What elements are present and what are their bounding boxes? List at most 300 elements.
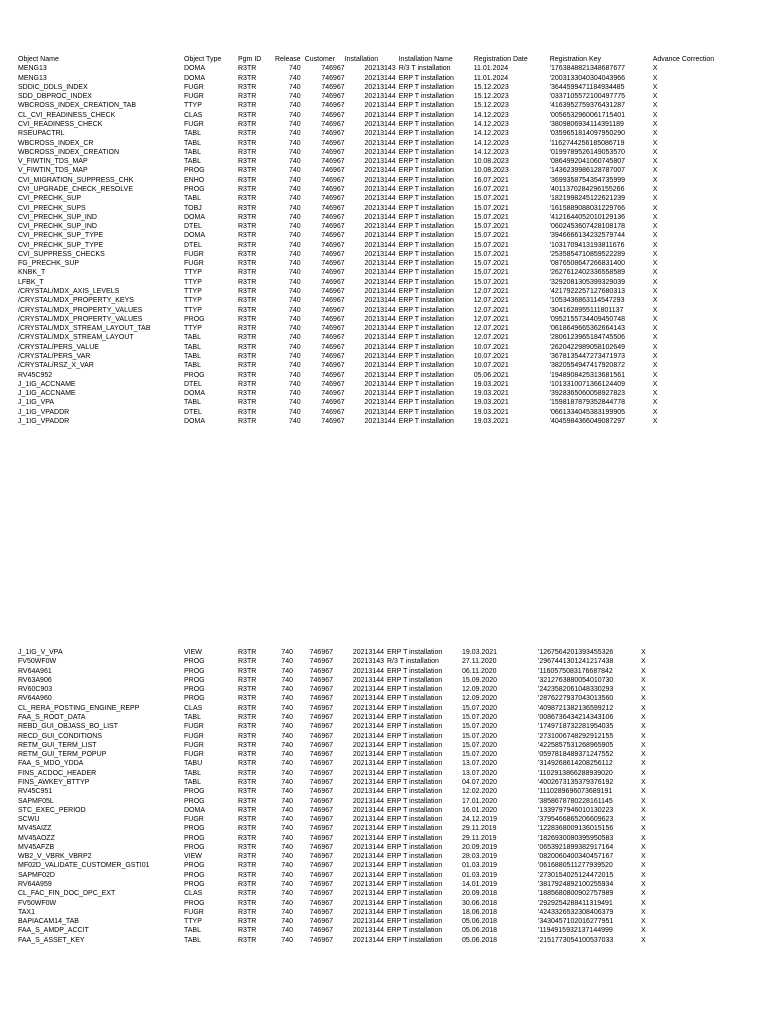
cell-object-name: RECD_GUI_CONDITIONS: [18, 732, 103, 740]
cell-customer: 746967: [309, 806, 333, 814]
cell-registration-key: '1749718732281954035: [538, 723, 614, 731]
cell-object-name: MF02D_VALIDATE_CUSTOMER_GSTI01: [18, 862, 150, 870]
cell-registration-date: 15.07.2021: [473, 260, 509, 268]
cell-registration-key: '3809806934114391189: [549, 120, 624, 128]
cell-pgm-id: R3TR: [238, 176, 257, 184]
cell-object-type: TTYP: [184, 918, 202, 926]
cell-installation: 20213144: [352, 871, 384, 879]
cell-object-type: PROG: [184, 862, 205, 870]
cell-registration-date: 05.06.2018: [462, 918, 498, 926]
cell-object-type: PROG: [184, 834, 205, 842]
cell-object-name: FV50WF0W: [18, 899, 57, 907]
cell-object-name: RV63A906: [18, 676, 52, 684]
cell-installation-name: ERP T installation: [387, 890, 443, 898]
cell-advance-correction: X: [652, 74, 658, 82]
cell-installation-name: ERP T installation: [398, 195, 454, 203]
table-row: [18, 667, 711, 676]
cell-release: 740: [281, 843, 293, 851]
cell-installation: 20213144: [352, 760, 384, 768]
cell-registration-key: '4163952759376431287: [549, 102, 625, 110]
cell-pgm-id: R3TR: [238, 306, 257, 314]
cell-advance-correction: X: [652, 288, 658, 296]
cell-release: 740: [281, 723, 293, 731]
cell-release: 740: [281, 890, 293, 898]
cell-release: 740: [289, 260, 301, 268]
cell-installation: 20213144: [352, 788, 384, 796]
cell-object-type: TTYP: [184, 297, 202, 305]
cell-object-type: VIEW: [184, 649, 202, 656]
cell-release: 740: [281, 862, 293, 870]
cell-registration-key: '1160575083176687842: [538, 667, 613, 675]
header-customer: Customer: [304, 56, 336, 63]
cell-customer: 746967: [321, 158, 345, 166]
cell-pgm-id: R3TR: [238, 195, 257, 203]
cell-registration-date: 15.07.2021: [473, 195, 509, 203]
cell-installation-name: ERP T installation: [398, 93, 454, 101]
cell-registration-key: '2151773054100537033: [538, 936, 614, 944]
cell-registration-key: '3149268614208256112: [538, 760, 613, 768]
cell-release: 740: [289, 334, 301, 342]
cell-installation: 20213144: [364, 306, 396, 314]
cell-advance-correction: X: [641, 760, 646, 768]
cell-release: 740: [289, 306, 301, 314]
cell-object-name: FINS_ACDOC_HEADER: [18, 769, 97, 777]
cell-installation-name: ERP T installation: [398, 241, 454, 249]
cell-registration-key: '1267564201393455326: [538, 649, 614, 656]
cell-registration-key: '1948908425313681561: [549, 371, 625, 379]
cell-object-type: FUGR: [184, 83, 204, 91]
cell-installation: 20213144: [364, 93, 396, 101]
table-header-row: [18, 55, 723, 64]
cell-installation-name: ERP T installation: [387, 751, 443, 759]
cell-installation: 20213144: [352, 834, 384, 842]
cell-installation-name: ERP T installation: [387, 676, 443, 684]
cell-release: 740: [289, 353, 301, 360]
cell-registration-date: 04.07.2020: [462, 778, 498, 786]
cell-object-name: MENG13: [18, 74, 47, 82]
cell-release: 740: [281, 778, 293, 786]
cell-registration-key: '2731006748292912155: [538, 732, 614, 740]
cell-object-name: J_1IG_VPADDR: [18, 417, 70, 425]
cell-advance-correction: X: [641, 871, 646, 879]
cell-registration-key: '4121644052010129136: [549, 213, 625, 221]
cell-installation: 20213144: [364, 185, 396, 193]
table-row: [18, 769, 711, 778]
cell-installation-name: ERP T installation: [387, 778, 443, 786]
cell-registration-date: 10.07.2021: [473, 353, 509, 360]
cell-customer: 746967: [309, 843, 333, 851]
cell-installation-name: ERP T installation: [387, 713, 443, 721]
cell-release: 740: [289, 315, 301, 323]
cell-release: 740: [281, 908, 293, 916]
cell-customer: 746967: [309, 834, 333, 842]
cell-object-type: TOBJ: [184, 204, 202, 212]
cell-object-name: FAA_S_AMDP_ACCIT: [18, 927, 89, 935]
cell-advance-correction: X: [641, 704, 646, 712]
cell-registration-date: 15.07.2021: [473, 213, 509, 221]
cell-advance-correction: X: [652, 223, 658, 231]
cell-installation: 20213144: [364, 167, 396, 175]
cell-registration-date: 15.07.2020: [462, 751, 498, 759]
cell-advance-correction: X: [652, 408, 658, 416]
cell-registration-date: 19.03.2021: [473, 380, 509, 388]
cell-registration-date: 06.11.2020: [462, 667, 497, 675]
cell-advance-correction: X: [652, 362, 658, 370]
cell-object-name: RV45C952: [18, 371, 53, 379]
cell-installation-name: ERP T installation: [398, 148, 454, 156]
cell-registration-date: 05.06.2018: [462, 936, 498, 944]
cell-registration-date: 12.07.2021: [473, 306, 509, 314]
cell-release: 740: [289, 167, 301, 175]
table-row: [18, 417, 723, 426]
cell-release: 740: [289, 250, 301, 258]
table-row: [18, 278, 723, 287]
cell-installation-name: ERP T installation: [398, 213, 454, 221]
cell-pgm-id: R3TR: [238, 658, 257, 666]
cell-registration-key: '2806123965184745506: [549, 334, 625, 342]
cell-installation: 20213144: [352, 853, 384, 861]
table-row: [18, 315, 723, 324]
cell-advance-correction: X: [652, 343, 658, 351]
cell-object-name: SAPMF05L: [18, 797, 54, 805]
cell-customer: 746967: [309, 695, 333, 703]
cell-installation: 20213144: [364, 102, 396, 110]
cell-object-name: RSEUPACTRL: [18, 130, 65, 138]
cell-release: 740: [281, 871, 293, 879]
cell-installation: 20213144: [352, 797, 384, 805]
cell-object-type: DTEL: [184, 408, 202, 416]
cell-installation-name: ERP T installation: [398, 250, 454, 258]
cell-object-name: /CRYSTAL/PERS_VAR: [18, 353, 91, 360]
cell-installation: 20213144: [364, 83, 396, 91]
table-row: [18, 806, 711, 815]
cell-pgm-id: R3TR: [238, 788, 257, 796]
cell-object-type: TABL: [184, 778, 201, 786]
cell-installation: 20213144: [352, 908, 384, 916]
cell-pgm-id: R3TR: [238, 741, 257, 749]
cell-installation: 20213144: [352, 667, 384, 675]
cell-registration-key: '4098721382136599212: [538, 704, 614, 712]
registration-table-bottom: [18, 648, 711, 945]
cell-registration-date: 12.07.2021: [473, 334, 509, 342]
cell-registration-date: 10.08.2023: [473, 158, 509, 166]
cell-release: 740: [281, 713, 293, 721]
cell-registration-key: '1436239986128787007: [549, 167, 625, 175]
cell-advance-correction: X: [652, 260, 658, 268]
cell-pgm-id: R3TR: [238, 390, 257, 398]
cell-object-name: STC_EXEC_PERIOD: [18, 806, 86, 814]
cell-advance-correction: X: [652, 353, 658, 360]
cell-object-name: TAX1: [18, 908, 35, 916]
cell-registration-date: 14.01.2019: [462, 881, 498, 889]
table-row: [18, 343, 723, 352]
cell-release: 740: [289, 102, 301, 110]
cell-release: 740: [281, 686, 293, 694]
cell-installation: 20213144: [364, 241, 396, 249]
cell-object-type: CLAS: [184, 890, 203, 898]
cell-pgm-id: R3TR: [238, 408, 257, 416]
cell-advance-correction: X: [641, 723, 646, 731]
cell-registration-date: 14.12.2023: [473, 120, 509, 128]
cell-object-name: /CRYSTAL/MDX_PROPERTY_KEYS: [18, 297, 134, 305]
table-row: [18, 398, 723, 407]
cell-pgm-id: R3TR: [238, 83, 257, 91]
cell-registration-key: '1885680800902757989: [538, 890, 614, 898]
cell-object-name: WBCROSS_INDEX_CR: [18, 139, 94, 147]
cell-advance-correction: X: [641, 816, 646, 824]
cell-release: 740: [289, 408, 301, 416]
cell-installation-name: ERP T installation: [398, 353, 454, 360]
cell-customer: 746967: [309, 908, 333, 916]
cell-installation-name: ERP T installation: [398, 83, 454, 91]
cell-installation-name: ERP T installation: [398, 408, 454, 416]
table-row: [18, 166, 723, 175]
table-row: [18, 926, 711, 935]
cell-registration-key: '3430457102016277951: [538, 918, 614, 926]
cell-customer: 746967: [309, 713, 333, 721]
table-row: [18, 222, 723, 231]
cell-customer: 746967: [321, 390, 345, 398]
cell-installation-name: ERP T installation: [387, 825, 443, 833]
cell-release: 740: [289, 325, 301, 333]
cell-registration-key: '4045984366049087297: [549, 417, 625, 425]
cell-registration-key: '3678135447273471973: [549, 353, 625, 360]
cell-installation-name: ERP T installation: [398, 204, 454, 212]
cell-installation-name: ERP T installation: [398, 102, 454, 110]
cell-object-name: MENG13: [18, 65, 47, 73]
table-row: [18, 380, 723, 389]
cell-customer: 746967: [321, 315, 345, 323]
table-row: [18, 704, 711, 713]
cell-registration-key: '1763848821348687677: [549, 65, 625, 73]
cell-registration-date: 05.06.2021: [473, 371, 509, 379]
cell-advance-correction: X: [652, 195, 658, 203]
cell-registration-date: 12.07.2021: [473, 288, 509, 296]
cell-object-type: DTEL: [184, 241, 202, 249]
cell-release: 740: [281, 732, 293, 740]
cell-object-type: TABL: [184, 195, 201, 203]
cell-release: 740: [281, 741, 293, 749]
cell-pgm-id: R3TR: [238, 806, 257, 814]
cell-pgm-id: R3TR: [238, 148, 257, 156]
cell-pgm-id: R3TR: [238, 649, 257, 656]
cell-advance-correction: X: [652, 204, 658, 212]
cell-registration-date: 13.07.2020: [462, 760, 498, 768]
cell-installation-name: ERP T installation: [387, 816, 443, 824]
cell-registration-key: '1228368009136015156: [538, 825, 614, 833]
cell-installation-name: ERP T installation: [398, 325, 454, 333]
cell-installation: 20213144: [364, 250, 396, 258]
cell-registration-key: '4243326532308406379: [538, 908, 614, 916]
cell-installation: 20213144: [364, 176, 396, 184]
cell-installation: 20213144: [364, 232, 396, 240]
cell-registration-key: '4225857531268965905: [538, 741, 614, 749]
cell-customer: 746967: [309, 881, 333, 889]
cell-installation-name: ERP T installation: [387, 686, 443, 694]
cell-installation-name: ERP T installation: [398, 74, 454, 82]
cell-customer: 746967: [321, 288, 345, 296]
cell-pgm-id: R3TR: [238, 93, 257, 101]
cell-registration-key: '0618649665362664143: [549, 325, 625, 333]
cell-object-type: DOMA: [184, 65, 205, 73]
header-installation-name: Installation Name: [398, 56, 453, 63]
table-row: [18, 787, 711, 796]
cell-release: 740: [281, 704, 293, 712]
cell-advance-correction: X: [652, 158, 658, 166]
table-body-top: [18, 64, 723, 426]
cell-customer: 746967: [309, 825, 333, 833]
cell-registration-key: '1110289696073689191: [538, 788, 613, 796]
cell-advance-correction: X: [652, 102, 658, 110]
cell-object-name: RV64A961: [18, 667, 52, 675]
cell-registration-date: 01.03.2019: [462, 871, 498, 879]
cell-object-type: PROG: [184, 825, 205, 833]
cell-advance-correction: X: [652, 120, 658, 128]
cell-pgm-id: R3TR: [238, 686, 257, 694]
cell-release: 740: [289, 176, 301, 184]
cell-advance-correction: X: [652, 325, 658, 333]
cell-installation: 20213144: [352, 918, 384, 926]
table-row: [18, 657, 711, 666]
cell-object-name: KNBK_T: [18, 269, 46, 277]
cell-customer: 746967: [321, 232, 345, 240]
cell-object-type: PROG: [184, 899, 205, 907]
cell-advance-correction: X: [652, 315, 658, 323]
cell-pgm-id: R3TR: [238, 185, 257, 193]
table-row: [18, 204, 723, 213]
cell-release: 740: [289, 74, 301, 82]
cell-advance-correction: X: [652, 390, 658, 398]
cell-customer: 746967: [309, 751, 333, 759]
cell-customer: 746967: [309, 676, 333, 684]
table-row: [18, 157, 723, 166]
cell-installation-name: R/3 T installation: [398, 65, 451, 73]
cell-installation: 20213144: [352, 862, 384, 870]
table-row: [18, 83, 723, 92]
table-row: [18, 231, 723, 240]
cell-release: 740: [281, 816, 293, 824]
cell-installation-name: ERP T installation: [398, 417, 454, 425]
cell-customer: 746967: [309, 704, 333, 712]
cell-object-type: TABL: [184, 713, 201, 721]
cell-installation: 20213144: [364, 223, 396, 231]
cell-object-name: J_1IG_ACCNAME: [18, 380, 76, 388]
cell-customer: 746967: [321, 176, 345, 184]
cell-advance-correction: X: [641, 769, 646, 777]
cell-installation: 20213144: [352, 899, 384, 907]
table-row: [18, 259, 723, 268]
cell-registration-key: '2003133040304043966: [549, 74, 625, 82]
cell-customer: 746967: [309, 936, 333, 944]
cell-registration-date: 14.12.2023: [473, 130, 509, 138]
table-row: [18, 324, 723, 333]
cell-object-type: TABL: [184, 343, 201, 351]
cell-object-name: J_1IG_ACCNAME: [18, 390, 76, 398]
cell-registration-key: '1031709413193811676: [549, 241, 625, 249]
cell-customer: 746967: [321, 417, 345, 425]
header-registration-date: Registration Date: [473, 56, 528, 63]
cell-customer: 746967: [321, 204, 345, 212]
cell-object-name: CVI_READINESS_CHECK: [18, 120, 103, 128]
cell-installation-name: ERP T installation: [387, 834, 443, 842]
cell-installation-name: ERP T installation: [398, 371, 454, 379]
cell-pgm-id: R3TR: [238, 213, 257, 221]
cell-pgm-id: R3TR: [238, 353, 257, 360]
table-row: [18, 241, 723, 250]
cell-object-type: PROG: [184, 167, 205, 175]
cell-installation-name: ERP T installation: [398, 390, 454, 398]
cell-object-type: TABU: [184, 760, 203, 768]
cell-object-type: PROG: [184, 667, 205, 675]
cell-advance-correction: X: [641, 927, 646, 935]
cell-installation-name: ERP T installation: [398, 167, 454, 175]
cell-registration-key: '3946666134232579744: [549, 232, 625, 240]
header-object-type: Object Type: [184, 56, 222, 63]
cell-object-type: TTYP: [184, 269, 202, 277]
table-row: [18, 333, 723, 342]
cell-object-type: TABL: [184, 334, 201, 342]
cell-installation: 20213144: [364, 334, 396, 342]
cell-installation-name: ERP T installation: [387, 806, 443, 814]
cell-advance-correction: X: [652, 399, 658, 407]
cell-release: 740: [289, 195, 301, 203]
cell-customer: 746967: [321, 380, 345, 388]
cell-customer: 746967: [321, 343, 345, 351]
cell-pgm-id: R3TR: [238, 325, 257, 333]
table-row: [18, 250, 723, 259]
cell-object-type: FUGR: [184, 751, 204, 759]
cell-registration-date: 11.01.2024: [473, 65, 509, 73]
table-row: [18, 834, 711, 843]
cell-registration-key: '4217922257127680313: [549, 288, 625, 296]
cell-installation: 20213144: [352, 704, 384, 712]
table-row: [18, 306, 723, 315]
cell-pgm-id: R3TR: [238, 908, 257, 916]
cell-installation: 20213144: [364, 399, 396, 407]
cell-customer: 746967: [321, 362, 345, 370]
cell-object-name: CVI_PRECHK_SUP_IND: [18, 223, 97, 231]
cell-release: 740: [289, 111, 301, 119]
table-row: [18, 797, 711, 806]
cell-registration-date: 15.12.2023: [473, 102, 509, 110]
cell-registration-key: '4011370284296155266: [549, 185, 625, 193]
cell-object-type: PROG: [184, 676, 205, 684]
cell-registration-date: 12.02.2020: [462, 788, 498, 796]
cell-advance-correction: X: [641, 825, 646, 833]
cell-registration-date: 29.11.2019: [462, 834, 497, 842]
cell-object-type: FUGR: [184, 250, 204, 258]
table-row: [18, 287, 723, 296]
cell-registration-date: 19.03.2021: [473, 399, 509, 407]
cell-customer: 746967: [321, 139, 345, 147]
cell-advance-correction: X: [641, 918, 646, 926]
table-row: [18, 778, 711, 787]
cell-installation: 20213144: [352, 806, 384, 814]
cell-installation-name: ERP T installation: [398, 139, 454, 147]
cell-pgm-id: R3TR: [238, 334, 257, 342]
cell-object-type: FUGR: [184, 908, 204, 916]
cell-customer: 746967: [321, 399, 345, 407]
table-row: [18, 129, 723, 138]
table-row: [18, 213, 723, 222]
cell-advance-correction: X: [652, 278, 658, 286]
cell-installation: 20213144: [364, 278, 396, 286]
cell-installation: 20213144: [352, 890, 384, 898]
cell-object-name: CVI_UPGRADE_CHECK_RESOLVE: [18, 185, 134, 193]
cell-installation: 20213144: [364, 362, 396, 370]
cell-object-name: FV50WF0W: [18, 658, 57, 666]
cell-release: 740: [289, 232, 301, 240]
